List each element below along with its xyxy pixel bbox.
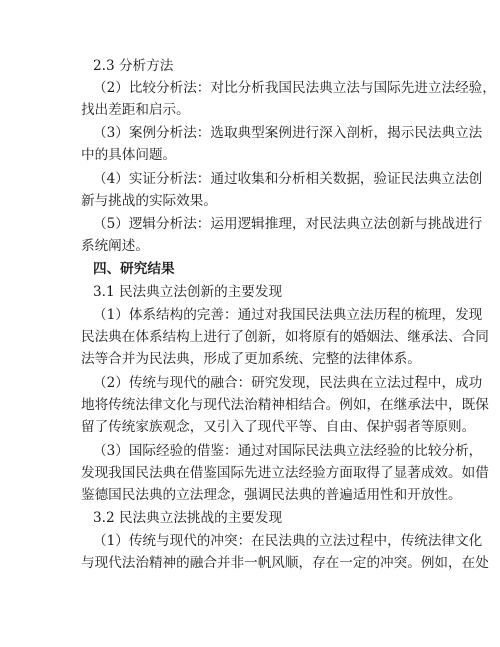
paragraph-line: （4）实证分析法：通过收集和分析相关数据，验证民法典立法创 (93, 171, 483, 187)
section-heading: 3.2 民法典立法挑战的主要发现 (93, 510, 283, 526)
paragraph-line: 系统阐述。 (81, 238, 149, 254)
paragraph-line: （5）逻辑分析法：运用逻辑推理，对民法典立法创新与挑战进行 (93, 216, 483, 232)
paragraph-line: 留了传统家族观念，又引入了现代平等、自由、保护弱者等原则。 (81, 419, 476, 435)
paragraph-line: （2）比较分析法：对比分析我国民法典立法与国际先进立法经验， (93, 80, 496, 96)
paragraph-line: （1）体系结构的完善：通过对我国民法典立法历程的梳理，发现 (93, 307, 483, 323)
section-heading: 3.1 民法典立法创新的主要发现 (93, 284, 283, 300)
paragraph-line: （2）传统与现代的融合：研究发现，民法典在立法过程中，成功 (93, 375, 483, 391)
section-heading: 2.3 分析方法 (93, 58, 174, 74)
paragraph-line: 找出差距和启示。 (81, 102, 190, 118)
paragraph-line: 新与挑战的实际效果。 (81, 193, 217, 209)
paragraph-line: （1）传统与现代的冲突：在民法典的立法过程中，传统法律文化 (93, 533, 483, 549)
paragraph-line: 民法典在体系结构上进行了创新，如将原有的婚姻法、继承法、合同 (81, 329, 489, 345)
chapter-heading: 四、研究结果 (93, 261, 175, 277)
paragraph-line: 法等合并为民法典，形成了更加系统、完整的法律体系。 (81, 351, 421, 367)
paragraph-line: （3）案例分析法：选取典型案例进行深入剖析，揭示民法典立法 (93, 125, 483, 141)
paragraph-line: 中的具体问题。 (81, 147, 177, 163)
paragraph-line: （3）国际经验的借鉴：通过对国际民法典立法经验的比较分析， (93, 443, 483, 459)
paragraph-line: 地将传统法律文化与现代法治精神相结合。例如，在继承法中，既保 (81, 397, 489, 413)
paragraph-line: 发现我国民法典在借鉴国际先进立法经验方面取得了显著成效。如借 (81, 465, 489, 481)
paragraph-line: 与现代法治精神的融合并非一帆风顺，存在一定的冲突。例如，在处 (81, 555, 489, 571)
paragraph-line: 鉴德国民法典的立法理念，强调民法典的普遍适用性和开放性。 (81, 487, 462, 503)
